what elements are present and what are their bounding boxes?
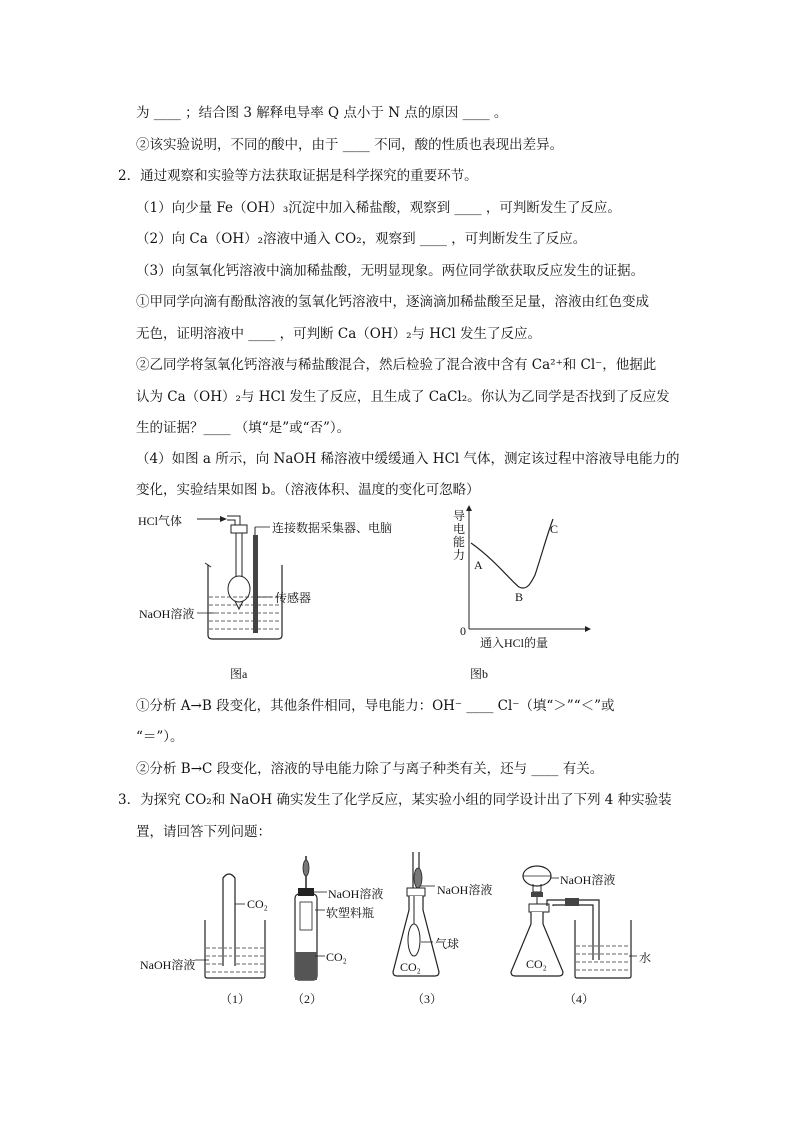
a2-naoh-label: NaOH溶液	[328, 887, 384, 901]
question-3-title: 3．为探究 CO₂和 NaOH 确实发生了化学反应，某实验小组的同学设计出了下列 4 种实验装	[118, 792, 672, 808]
question-2-title: 2．通过观察和实验等方法获取证据是科学探究的重要环节。	[118, 168, 478, 184]
a4-naoh-label: NaOH溶液	[560, 873, 616, 887]
a2-co2-label: CO₂	[326, 950, 347, 964]
fig-a-naoh-label: NaOH溶液	[139, 607, 195, 621]
fig-a-hcl-label: HCl气体	[138, 514, 183, 528]
question-3-cont: 置，请回答下列问题：	[136, 824, 271, 840]
apparatus-2	[295, 856, 327, 980]
figure-b-graph	[455, 505, 595, 645]
question-2-4-a-cont: “＝”）。	[136, 729, 184, 745]
fig-b-caption: 图b	[470, 667, 489, 681]
fig-b-xlabel: 通入HCl的量	[480, 636, 549, 650]
fig-b-point-b: B	[515, 590, 524, 604]
conductivity-curve	[471, 519, 553, 588]
fig-b-origin: 0	[460, 624, 466, 638]
text-line-2: ②该实验说明，不同的酸中，由于 ____ 不同，酸的性质也表现出差异。	[136, 137, 564, 153]
apparatus-diagrams	[135, 848, 655, 988]
fig-a-connect-label: 连接数据采集器、电脑	[272, 521, 393, 535]
question-2-4-cont: 变化，实验结果如图 b。（溶液体积、温度的变化可忽略）	[136, 482, 480, 498]
a1-caption: （1）	[220, 992, 251, 1006]
a3-co2-label: CO₂	[400, 960, 421, 974]
a4-co2-label: CO₂	[526, 957, 547, 971]
question-2-3-b-cont: 认为 Ca（OH）₂与 HCl 发生了反应，且生成了 CaCl₂。你认为乙同学是否找到了反应发	[136, 389, 670, 405]
fig-b-point-c: C	[550, 522, 559, 536]
apparatus-1	[195, 874, 265, 978]
question-2-3-a: ①甲同学向滴有酚酞溶液的氢氧化钙溶液中，逐滴滴加稀盐酸至足量，溶液由红色变成	[136, 294, 649, 310]
a4-water-label: 水	[639, 951, 652, 965]
question-2-3: （3）向氢氧化钙溶液中滴加稀盐酸，无明显现象。两位同学欲获取反应发生的证据。	[136, 263, 645, 279]
fig-a-caption: 图a	[230, 667, 248, 681]
fig-b-ylabel: 导电能力	[453, 509, 466, 562]
fig-a-sensor-label: 传感器	[275, 591, 312, 605]
a1-naoh-label: NaOH溶液	[140, 958, 196, 972]
question-2-3-a-cont: 无色，证明溶液中 ____ ，可判断 Ca（OH）₂与 HCl 发生了反应。	[136, 326, 542, 342]
a3-balloon-label: 气球	[435, 937, 460, 951]
a3-naoh-label: NaOH溶液	[437, 883, 493, 897]
question-2-4-b: ②分析 B→C 段变化，溶液的导电能力除了与离子种类有关，还与 ____ 有关。	[136, 761, 604, 777]
question-2-4-a: ①分析 A→B 段变化，其他条件相同，导电能力：OH⁻ ____ Cl⁻（填“＞”“＜”或	[136, 698, 615, 714]
a4-caption: （4）	[564, 992, 595, 1006]
a2-bottle-label: 软塑料瓶	[326, 906, 375, 920]
question-2-4: （4）如图 a 所示，向 NaOH 稀溶液中缓缓通入 HCl 气体，测定该过程中溶液导电能力的	[136, 451, 680, 467]
apparatus-3	[393, 852, 439, 976]
question-2-3-b-cont2: 生的证据？____ （填“是”或“否”）。	[136, 420, 351, 436]
text-line-1: 为 ____ ；结合图 3 解释电导率 Q 点小于 N 点的原因 ____ 。	[136, 105, 508, 121]
question-2-1: （1）向少量 Fe（OH）₃沉淀中加入稀盐酸，观察到 ____ ，可判断发生了反应。	[136, 200, 621, 216]
a2-caption: （2）	[292, 992, 323, 1006]
fig-b-point-a: A	[474, 558, 483, 572]
question-2-3-b: ②乙同学将氢氧化钙溶液与稀盐酸混合，然后检验了混合液中含有 Ca²⁺和 Cl⁻，他据此	[136, 357, 657, 373]
question-2-2: （2）向 Ca（OH）₂溶液中通入 CO₂，观察到 ____ ，可判断发生了反应。	[136, 231, 587, 247]
a1-co2-label: CO₂	[247, 897, 268, 911]
a3-caption: （3）	[412, 992, 443, 1006]
